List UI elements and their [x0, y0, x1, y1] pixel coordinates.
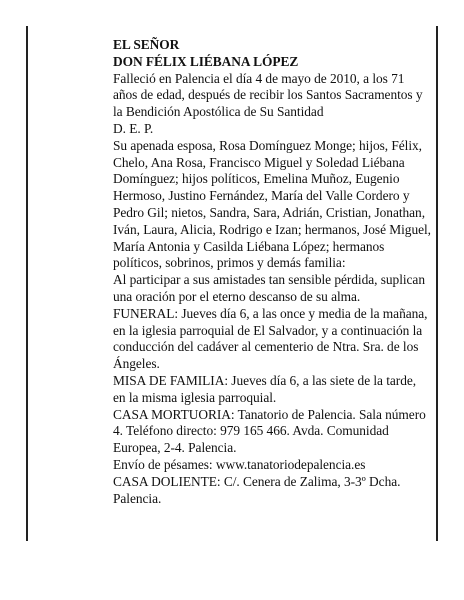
heading-title: EL SEÑOR	[113, 37, 180, 52]
deceased-name: DON FÉLIX LIÉBANA LÓPEZ	[113, 53, 299, 69]
death-announcement: Falleció en Palencia el día 4 de mayo de 2010, a los 71 años de edad, después de recibir los Santos Sacramentos y la Bendición Apostólica de Su Santidad	[113, 70, 423, 120]
prayer-request: Al participar a sus amistades tan sensible pérdida, suplican una oración por el eterno descanso de su alma.	[113, 272, 425, 304]
mortuary-details: CASA MORTUORIA: Tanatorio de Palencia. Sala número 4. Teléfono directo: 979 165 466. Avda. Comunidad Europea, 2-4. Palencia.	[113, 406, 426, 456]
condolences-website: Envío de pésames: www.tanatoriodepalencia.es	[113, 456, 366, 472]
rest-in-peace: D. E. P.	[113, 120, 154, 136]
funeral-details: FUNERAL: Jueves día 6, a las once y media de la mañana, en la iglesia parroquial de El Salvador, y a continuación la conducción del cadáver al cementerio de Ntra. Sra. de los Ángeles.	[113, 305, 428, 372]
mourning-house-details: CASA DOLIENTE: C/. Cenera de Zalima, 3-3º Dcha. Palencia.	[113, 473, 401, 506]
family-list: Su apenada esposa, Rosa Domínguez Monge; hijos, Félix, Chelo, Ana Rosa, Francisco Miguel y Soledad Liébana Domínguez; hijos políticos, Emelina Muñoz, Eugenio Hermoso, Justino Fernández, María del Valle Cordero y Pedro Gil; nietos, Sandra, Sara, Adrián, Cristian, Jonathan, Iván, Laura, Alicia, Rodrigo e Izan; hermanos, José Miguel, María Antonia y Casilda Liébana López; hermanos políticos, sobrinos, primos y demás familia:	[113, 137, 431, 271]
family-mass-details: MISA DE FAMILIA: Jueves día 6, a las siete de la tarde, en la misma iglesia parroquial.	[113, 372, 417, 405]
obituary-notice	[113, 37, 431, 507]
left-border-rule	[26, 26, 28, 541]
right-border-rule	[436, 26, 438, 541]
